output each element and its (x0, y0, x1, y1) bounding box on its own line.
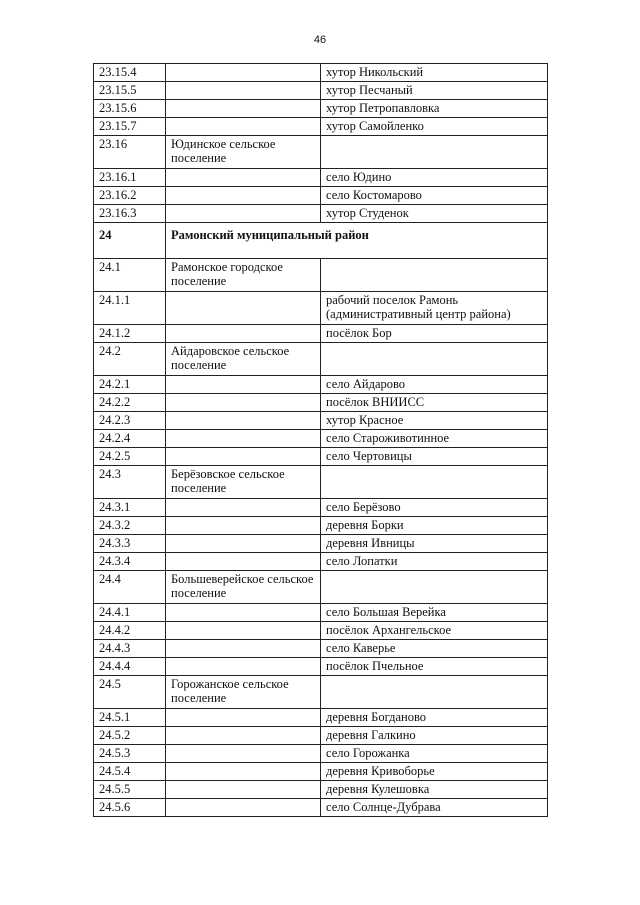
row-locality: деревня Кулешовка (321, 781, 548, 799)
row-settlement (166, 187, 321, 205)
row-settlement: Большеверейское сельское поселение (166, 571, 321, 604)
page-number: 46 (313, 34, 327, 46)
district-code: 24 (94, 223, 166, 259)
row-locality: село Костомарово (321, 187, 548, 205)
row-locality: хутор Никольский (321, 64, 548, 82)
table-row (94, 499, 548, 517)
table-row (94, 100, 548, 118)
row-code: 24.4.3 (94, 640, 166, 658)
row-code: 23.15.7 (94, 118, 166, 136)
row-code: 24.2.2 (94, 394, 166, 412)
table-row (94, 676, 548, 709)
row-locality: хутор Красное (321, 412, 548, 430)
table-row (94, 799, 548, 817)
row-code: 24.5.3 (94, 745, 166, 763)
row-locality (321, 676, 548, 709)
row-locality: село Юдино (321, 169, 548, 187)
row-settlement (166, 448, 321, 466)
row-locality: рабочий поселок Рамонь (административный центр района) (321, 292, 548, 325)
row-code: 24.3.2 (94, 517, 166, 535)
table-row (94, 82, 548, 100)
row-locality: хутор Песчаный (321, 82, 548, 100)
row-settlement (166, 205, 321, 223)
row-settlement (166, 763, 321, 781)
table-row (94, 187, 548, 205)
table-row (94, 571, 548, 604)
table-row (94, 169, 548, 187)
row-settlement (166, 781, 321, 799)
table-row (94, 709, 548, 727)
district-row (94, 223, 548, 259)
row-code: 24.2.1 (94, 376, 166, 394)
row-code: 24.3.3 (94, 535, 166, 553)
row-locality: деревня Ивницы (321, 535, 548, 553)
row-settlement (166, 517, 321, 535)
table-row (94, 292, 548, 325)
row-settlement (166, 622, 321, 640)
row-locality: деревня Борки (321, 517, 548, 535)
table-row (94, 640, 548, 658)
row-locality: посёлок ВНИИСС (321, 394, 548, 412)
row-settlement (166, 82, 321, 100)
row-code: 24.5 (94, 676, 166, 709)
row-locality: деревня Галкино (321, 727, 548, 745)
row-code: 24.3.1 (94, 499, 166, 517)
row-code: 23.16 (94, 136, 166, 169)
table-row (94, 136, 548, 169)
row-settlement (166, 727, 321, 745)
row-locality: деревня Кривоборье (321, 763, 548, 781)
row-settlement (166, 118, 321, 136)
row-settlement: Айдаровское сельское поселение (166, 343, 321, 376)
row-code: 24.4 (94, 571, 166, 604)
table-row (94, 553, 548, 571)
row-locality: хутор Студенок (321, 205, 548, 223)
row-code: 24.1.1 (94, 292, 166, 325)
row-settlement (166, 499, 321, 517)
row-settlement (166, 376, 321, 394)
row-settlement (166, 799, 321, 817)
row-settlement: Берёзовское сельское поселение (166, 466, 321, 499)
row-settlement (166, 394, 321, 412)
row-settlement: Рамонское городское поселение (166, 259, 321, 292)
row-settlement (166, 640, 321, 658)
row-locality: хутор Петропавловка (321, 100, 548, 118)
table-row (94, 412, 548, 430)
row-settlement: Горожанское сельское поселение (166, 676, 321, 709)
row-code: 24.5.4 (94, 763, 166, 781)
row-settlement (166, 709, 321, 727)
row-locality: село Большая Верейка (321, 604, 548, 622)
table-row (94, 604, 548, 622)
table-row (94, 205, 548, 223)
district-name: Рамонский муниципальный район (166, 223, 548, 259)
row-locality: посёлок Бор (321, 325, 548, 343)
table-row (94, 118, 548, 136)
settlements-table (93, 63, 548, 817)
row-code: 23.16.2 (94, 187, 166, 205)
row-settlement (166, 292, 321, 325)
row-settlement (166, 169, 321, 187)
row-code: 24.5.1 (94, 709, 166, 727)
row-code: 23.15.6 (94, 100, 166, 118)
row-code: 24.5.5 (94, 781, 166, 799)
row-locality: посёлок Архангельское (321, 622, 548, 640)
row-code: 23.16.1 (94, 169, 166, 187)
row-code: 24.1 (94, 259, 166, 292)
row-code: 24.2.5 (94, 448, 166, 466)
row-settlement (166, 412, 321, 430)
row-locality: село Горожанка (321, 745, 548, 763)
row-code: 24.4.4 (94, 658, 166, 676)
row-locality: село Староживотинное (321, 430, 548, 448)
table-row (94, 325, 548, 343)
row-code: 24.3 (94, 466, 166, 499)
row-code: 23.16.3 (94, 205, 166, 223)
row-code: 23.15.4 (94, 64, 166, 82)
row-code: 24.4.1 (94, 604, 166, 622)
row-code: 24.2.4 (94, 430, 166, 448)
row-settlement (166, 325, 321, 343)
row-code: 24.5.2 (94, 727, 166, 745)
row-code: 23.15.5 (94, 82, 166, 100)
table-row (94, 259, 548, 292)
row-settlement (166, 430, 321, 448)
row-settlement (166, 658, 321, 676)
table-row (94, 781, 548, 799)
table-row (94, 622, 548, 640)
row-settlement (166, 553, 321, 571)
row-code: 24.2.3 (94, 412, 166, 430)
row-locality (321, 343, 548, 376)
row-locality: посёлок Пчельное (321, 658, 548, 676)
row-code: 24.5.6 (94, 799, 166, 817)
row-settlement (166, 604, 321, 622)
table-row (94, 727, 548, 745)
row-locality (321, 136, 548, 169)
row-settlement (166, 745, 321, 763)
table-row (94, 448, 548, 466)
row-code: 24.2 (94, 343, 166, 376)
row-settlement (166, 64, 321, 82)
row-locality: село Лопатки (321, 553, 548, 571)
row-locality: хутор Самойленко (321, 118, 548, 136)
row-locality: село Айдарово (321, 376, 548, 394)
row-locality: село Солнце-Дубрава (321, 799, 548, 817)
row-locality: деревня Богданово (321, 709, 548, 727)
row-code: 24.4.2 (94, 622, 166, 640)
table-row (94, 466, 548, 499)
row-locality (321, 466, 548, 499)
table-row (94, 376, 548, 394)
row-locality (321, 571, 548, 604)
table-row (94, 658, 548, 676)
table-row (94, 763, 548, 781)
row-locality (321, 259, 548, 292)
row-settlement (166, 100, 321, 118)
row-locality: село Чертовицы (321, 448, 548, 466)
table-row (94, 343, 548, 376)
row-locality: село Каверье (321, 640, 548, 658)
table-row (94, 517, 548, 535)
row-locality: село Берёзово (321, 499, 548, 517)
row-settlement (166, 535, 321, 553)
row-settlement: Юдинское сельское поселение (166, 136, 321, 169)
table-row (94, 535, 548, 553)
row-code: 24.1.2 (94, 325, 166, 343)
table-row (94, 394, 548, 412)
table-row (94, 430, 548, 448)
table-row (94, 745, 548, 763)
row-code: 24.3.4 (94, 553, 166, 571)
table-row (94, 64, 548, 82)
